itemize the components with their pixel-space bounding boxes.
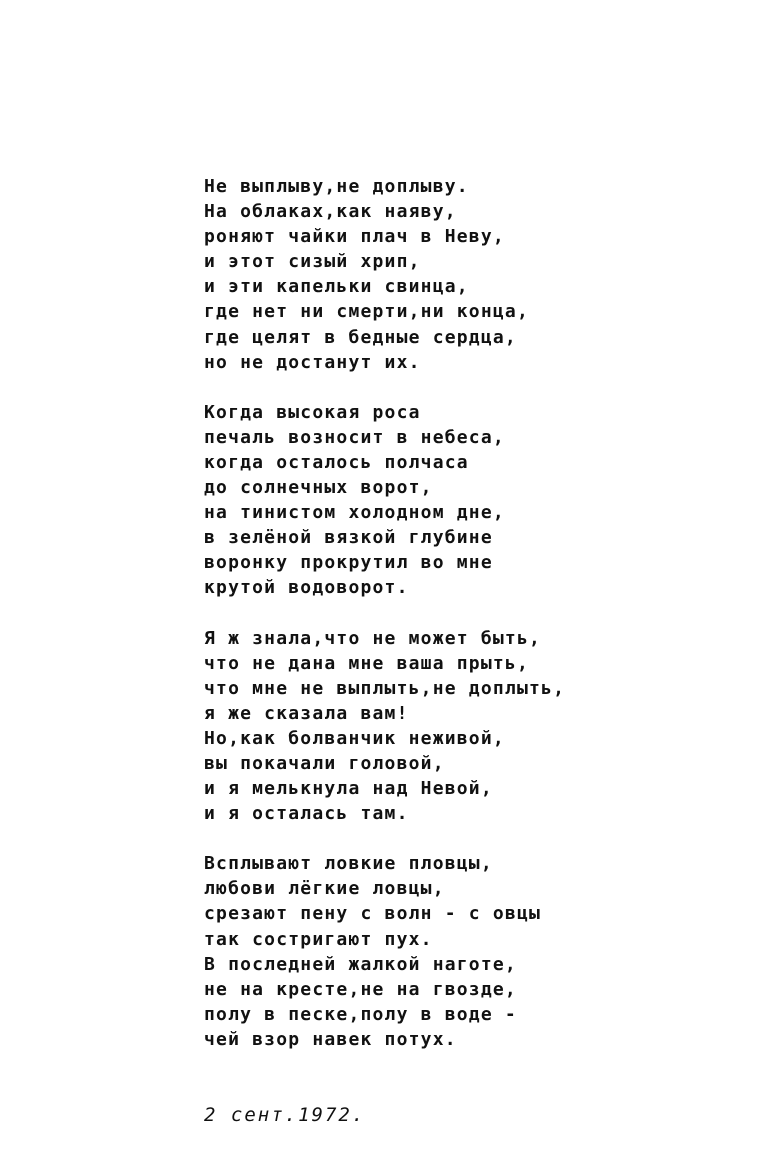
poem-line: до солнечных ворот, [204,477,433,499]
poem-line: срезают пену с волн - с овцы [204,903,542,925]
poem-line: полу в песке,полу в воде - [204,1003,517,1025]
poem-line: в зелёной вязкой глубине [204,527,493,549]
stanza-3 [204,626,764,827]
poem-line: воронку прокрутил во мне [204,552,493,574]
poem-line: я же сказала вам! [204,702,409,724]
poem-line: и этот сизый хрип, [204,251,421,273]
poem-line: и я мелькнула над Невой, [204,778,493,800]
stanza-1 [204,174,764,375]
poem-line: крутой водоворот. [204,577,409,599]
poem-date: 2 сент.1972. [204,1104,366,1126]
poem-line: и эти капельки свинца, [204,276,469,298]
poem-line: не на кресте,не на гвозде, [204,978,517,1000]
poem [204,174,764,1077]
stanza-2 [204,400,764,601]
poem-line: любови лёгкие ловцы, [204,878,445,900]
poem-line: Но,как болванчик неживой, [204,727,505,749]
poem-line: когда осталось полчаса [204,451,469,473]
poem-line: Когда высокая роса [204,401,421,423]
poem-line: на тинистом холодном дне, [204,502,505,524]
poem-line: где нет ни смерти,ни конца, [204,301,529,323]
poem-line: Всплывают ловкие пловцы, [204,853,493,875]
poem-line: что мне не выплыть,не доплыть, [204,677,566,699]
poem-line: но не достанут их. [204,351,421,373]
poem-line: так состригают пух. [204,928,433,950]
poem-line: Я ж знала,что не может быть, [204,627,542,649]
poem-line: роняют чайки плач в Неву, [204,226,505,248]
poem-line: печаль возносит в небеса, [204,426,505,448]
poem-line: вы покачали головой, [204,752,445,774]
poem-line: чей взор навек потух. [204,1028,457,1050]
poem-line: и я осталась там. [204,803,409,825]
poem-line: На облаках,как наяву, [204,201,457,223]
poem-line: где целят в бедные сердца, [204,326,517,348]
stanza-4 [204,851,764,1052]
poem-line: Не выплыву,не доплыву. [204,176,469,197]
poem-line: В последней жалкой наготе, [204,953,517,975]
poem-line: что не дана мне ваша прыть, [204,652,529,674]
